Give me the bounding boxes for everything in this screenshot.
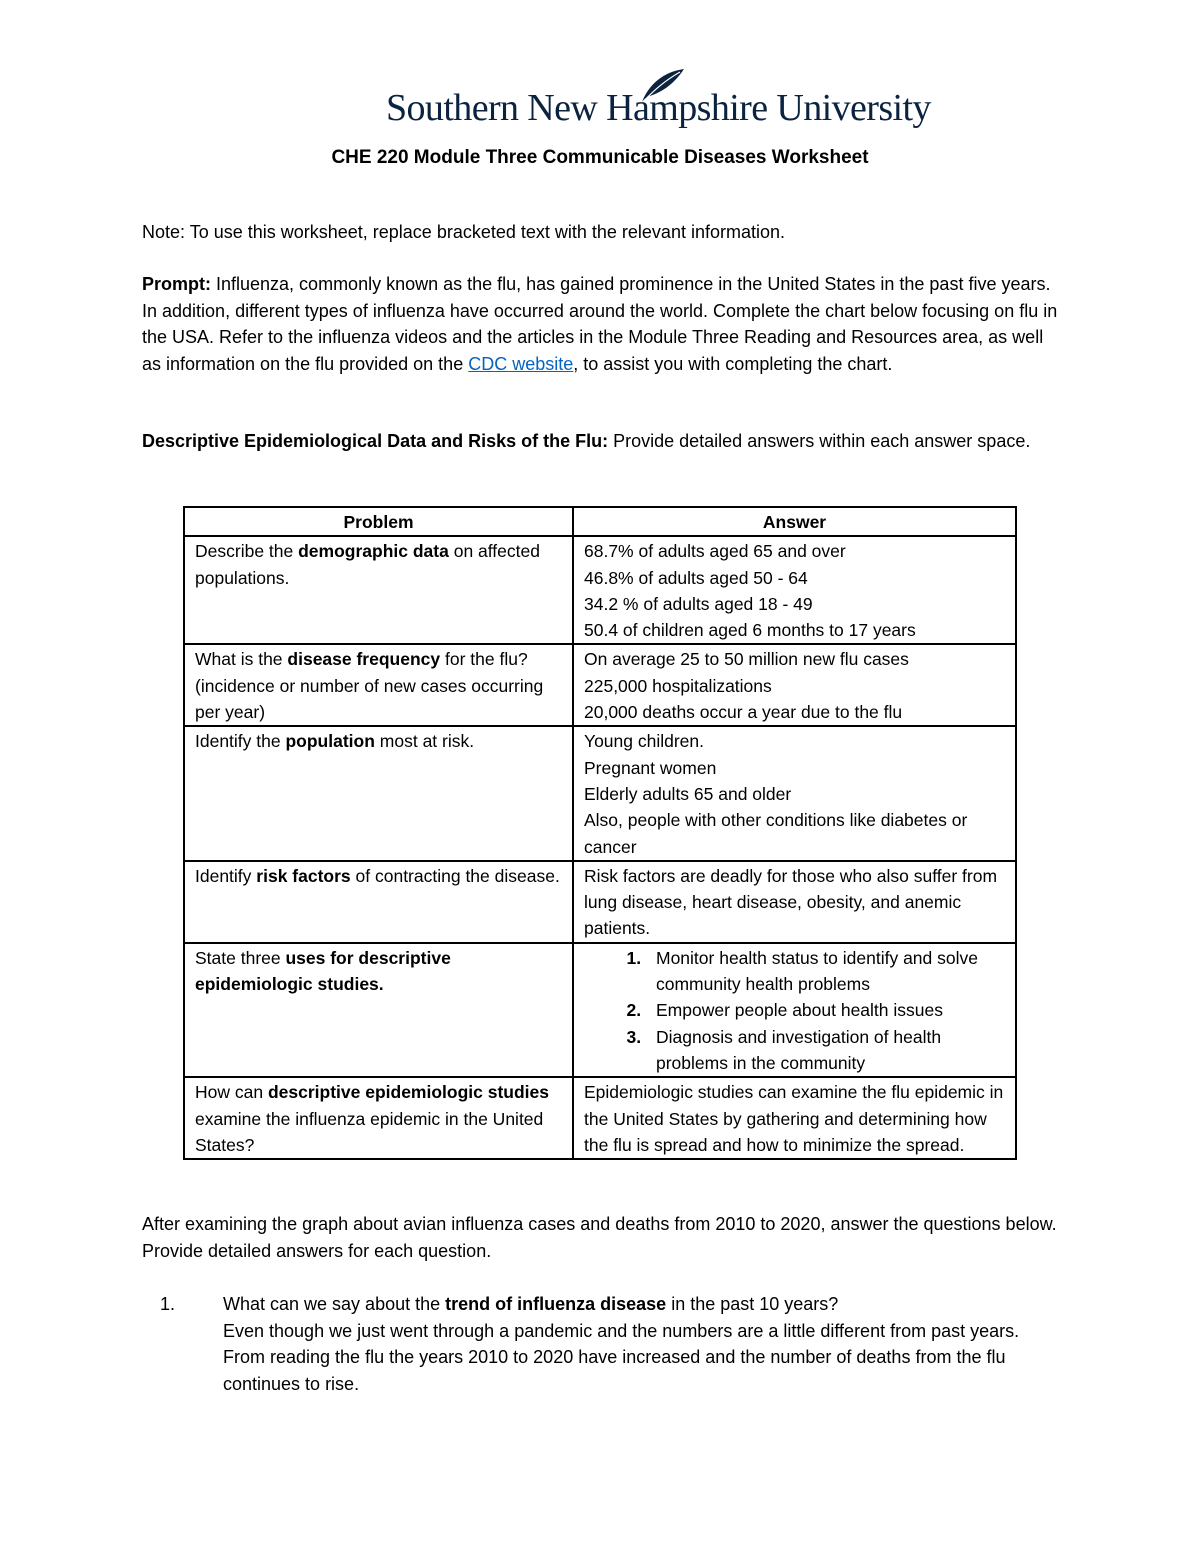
list-item: 3. Diagnosis and investigation of health problems in the community	[646, 1024, 1005, 1077]
cdc-website-link[interactable]: CDC website	[468, 353, 574, 374]
descriptive-label: Descriptive Epidemiological Data and Risks of the Flu:	[142, 431, 609, 451]
answer-cell[interactable]	[573, 536, 1016, 644]
answer-cell[interactable]: Epidemiologic studies can examine the flu epidemic in the United States by gathering and determining how the flu is spread and how to minimize the spread.	[573, 1077, 1016, 1159]
prompt-paragraph	[142, 271, 1062, 377]
table-row	[184, 1077, 1016, 1159]
header-problem: Problem	[184, 507, 573, 536]
problem-cell[interactable]: What is the disease frequency for the flu? (incidence or number of new cases occurring per year)	[184, 644, 573, 726]
answer-line: On average 25 to 50 million new flu cases	[584, 649, 909, 670]
answer-line: 50.4 of children aged 6 months to 17 years	[584, 620, 916, 641]
answer-line: Elderly adults 65 and older	[584, 783, 792, 804]
question-item	[223, 1291, 1063, 1397]
answer-cell[interactable]	[573, 644, 1016, 726]
problem-cell[interactable]: State three uses for descriptive epidemiologic studies.	[184, 943, 573, 1077]
graph-instructions: After examining the graph about avian influenza cases and deaths from 2010 to 2020, answer the questions below. Provide detailed answers for each question.	[142, 1214, 1057, 1261]
university-logo	[386, 68, 931, 132]
answer-line: Pregnant women	[584, 757, 717, 778]
prompt-text-end: , to assist you with completing the chart.	[573, 353, 893, 374]
table-row	[184, 726, 1016, 860]
question-answer[interactable]: Even though we just went through a pandemic and the numbers are a little different from past years. From reading the flu the years 2010 to 2020 have increased and the number of deaths from the flu continues to rise.	[223, 1320, 1020, 1394]
problem-cell[interactable]: Identify the population most at risk.	[184, 726, 573, 860]
answer-line: Also, people with other conditions like diabetes or cancer	[584, 810, 968, 857]
answer-line: 20,000 deaths occur a year due to the flu	[584, 702, 903, 723]
page-title: CHE 220 Module Three Communicable Diseases Worksheet	[331, 147, 869, 168]
table-row	[184, 536, 1016, 644]
header-answer: Answer	[573, 507, 1016, 536]
note-paragraph: Note: To use this worksheet, replace bracketed text with the relevant information.	[142, 222, 785, 242]
problem-cell[interactable]: Describe the demographic data on affected populations.	[184, 536, 573, 644]
uses-list	[584, 945, 1005, 1076]
university-name: Southern New Hampshire University	[386, 87, 931, 129]
answer-line: 225,000 hospitalizations	[584, 675, 772, 696]
list-item: 2. Empower people about health issues	[646, 997, 1005, 1023]
answer-line: 34.2 % of adults aged 18 - 49	[584, 593, 813, 614]
answer-line: 46.8% of adults aged 50 - 64	[584, 567, 808, 588]
question-number: 1.	[160, 1294, 176, 1314]
answer-cell[interactable]	[573, 726, 1016, 860]
answer-line: 68.7% of adults aged 65 and over	[584, 541, 846, 562]
descriptive-paragraph	[142, 428, 1062, 455]
epidemiology-table	[183, 506, 1017, 1160]
table-header-row	[184, 507, 1016, 536]
table-row	[184, 943, 1016, 1077]
prompt-text: Influenza, commonly known as the flu, has gained prominence in the United States in the past five years. In addition, different types of influenza have occurred around the world. Complete the chart below focusing on flu in the USA. Refer to the influenza videos and the articles in the Module Three Reading and Resources area, as well as information on the flu provided on the	[142, 274, 1058, 374]
answer-cell[interactable]: Risk factors are deadly for those who also suffer from lung disease, heart disease, obesity, and anemic patients.	[573, 861, 1016, 943]
table-row	[184, 644, 1016, 726]
problem-cell[interactable]: Identify risk factors of contracting the disease.	[184, 861, 573, 943]
answer-cell[interactable]	[573, 943, 1016, 1077]
descriptive-text: Provide detailed answers within each answer space.	[608, 431, 1031, 451]
list-item: 1. Monitor health status to identify and solve community health problems	[646, 945, 1005, 998]
problem-cell[interactable]: How can descriptive epidemiologic studies examine the influenza epidemic in the United States?	[184, 1077, 573, 1159]
answer-line: Young children.	[584, 731, 705, 752]
question-text: What can we say about the trend of influenza disease in the past 10 years?	[223, 1294, 839, 1314]
prompt-label: Prompt:	[142, 274, 211, 294]
table-row	[184, 861, 1016, 943]
